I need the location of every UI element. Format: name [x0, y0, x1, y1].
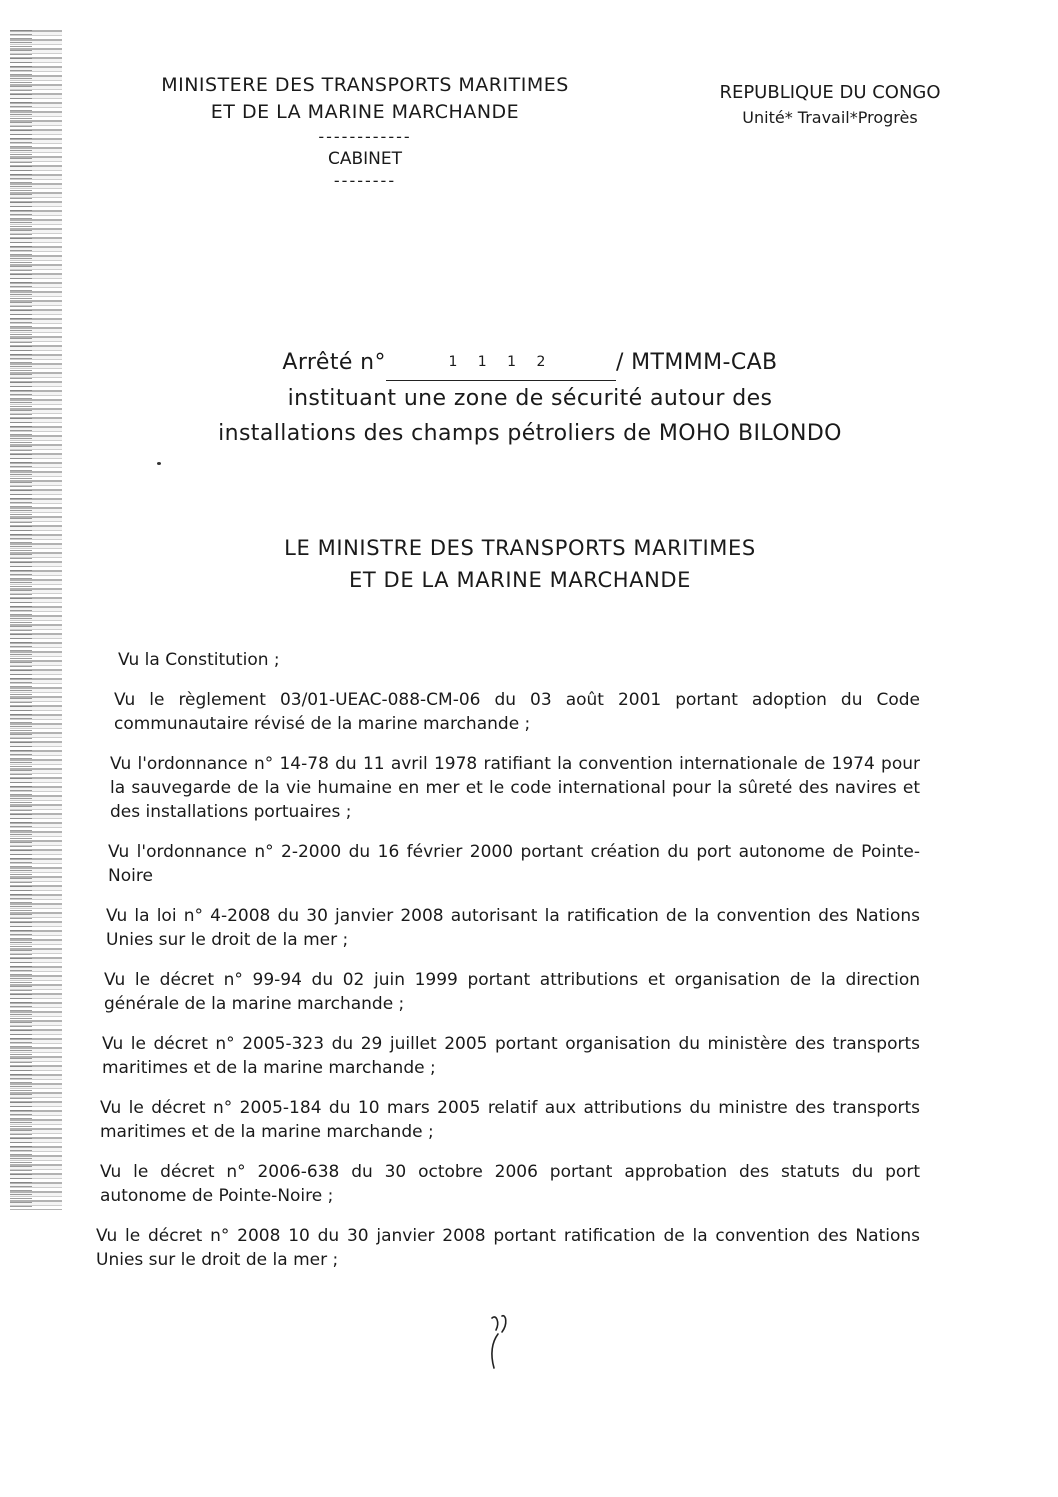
republic-name: REPUBLIQUE DU CONGO — [719, 82, 941, 103]
ministry-line-1: MINISTERE DES TRANSPORTS MARITIMES — [161, 74, 569, 96]
visa-list — [96, 648, 920, 1288]
visa-item: Vu le règlement 03/01-UEAC-088-CM-06 du 03 août 2001 portant adoption du Code communautaire révisé de la marine marchande ; — [114, 690, 920, 734]
cabinet-block — [130, 128, 600, 190]
visa-item: Vu la Constitution ; — [118, 650, 280, 670]
visa-item: Vu l'ordonnance n° 14-78 du 11 avril 1978 ratifiant la convention internationale de 1974 pour la sauvegarde de la vie humaine en mer et le code international pour la sûreté des navires et des installations portuaires ; — [110, 754, 920, 822]
arrete-title — [150, 345, 910, 451]
arrete-subject-line-1: instituant une zone de sécurité autour des — [287, 386, 773, 411]
visa-item: Vu le décret n° 2005-184 du 10 mars 2005 relatif aux attributions du ministre des transports maritimes et de la marine marchande ; — [100, 1098, 920, 1142]
visa-item: Vu le décret n° 99-94 du 02 juin 1999 portant attributions et organisation de la direction générale de la marine marchande ; — [104, 970, 920, 1014]
scan-edge-artifact — [10, 30, 62, 1210]
cabinet-label: CABINET — [327, 149, 403, 169]
visa-item: Vu le décret n° 2005-323 du 29 juillet 2005 portant organisation du ministère des transports maritimes et de la marine marchande ; — [102, 1034, 920, 1078]
handwritten-initials — [482, 1312, 522, 1372]
visa-item: Vu le décret n° 2008 10 du 30 janvier 2008 portant ratification de la convention des Nations Unies sur le droit de la mer ; — [96, 1226, 920, 1270]
arrete-number-line — [150, 345, 910, 381]
republic-header — [690, 80, 970, 130]
separator-top: ------------ — [318, 127, 412, 146]
minister-title-line-1: LE MINISTRE DES TRANSPORTS MARITIMES — [284, 536, 756, 560]
ministry-header — [130, 72, 600, 126]
arrete-number: 1 1 1 2 — [386, 345, 616, 381]
arrete-subject-line-2: installations des champs pétroliers de MOHO BILONDO — [218, 421, 842, 446]
minister-title-line-2: ET DE LA MARINE MARCHANDE — [348, 568, 692, 592]
visa-item: Vu l'ordonnance n° 2-2000 du 16 février 2000 portant création du port autonome de Pointe-Noire — [108, 842, 920, 886]
visa-item: Vu le décret n° 2006-638 du 30 octobre 2006 portant approbation des statuts du port autonome de Pointe-Noire ; — [100, 1162, 920, 1206]
separator-bottom: -------- — [333, 171, 397, 190]
republic-motto: Unité* Travail*Progrès — [742, 108, 918, 127]
visa-item: Vu la loi n° 4-2008 du 30 janvier 2008 autorisant la ratification de la convention des Nations Unies sur le droit de la mer ; — [106, 906, 920, 950]
arrete-prefix: Arrêté n° — [282, 350, 386, 375]
ministry-line-2: ET DE LA MARINE MARCHANDE — [210, 101, 520, 123]
arrete-suffix: / MTMMM-CAB — [615, 350, 778, 375]
minister-title — [200, 532, 840, 596]
scan-speck — [157, 462, 161, 465]
